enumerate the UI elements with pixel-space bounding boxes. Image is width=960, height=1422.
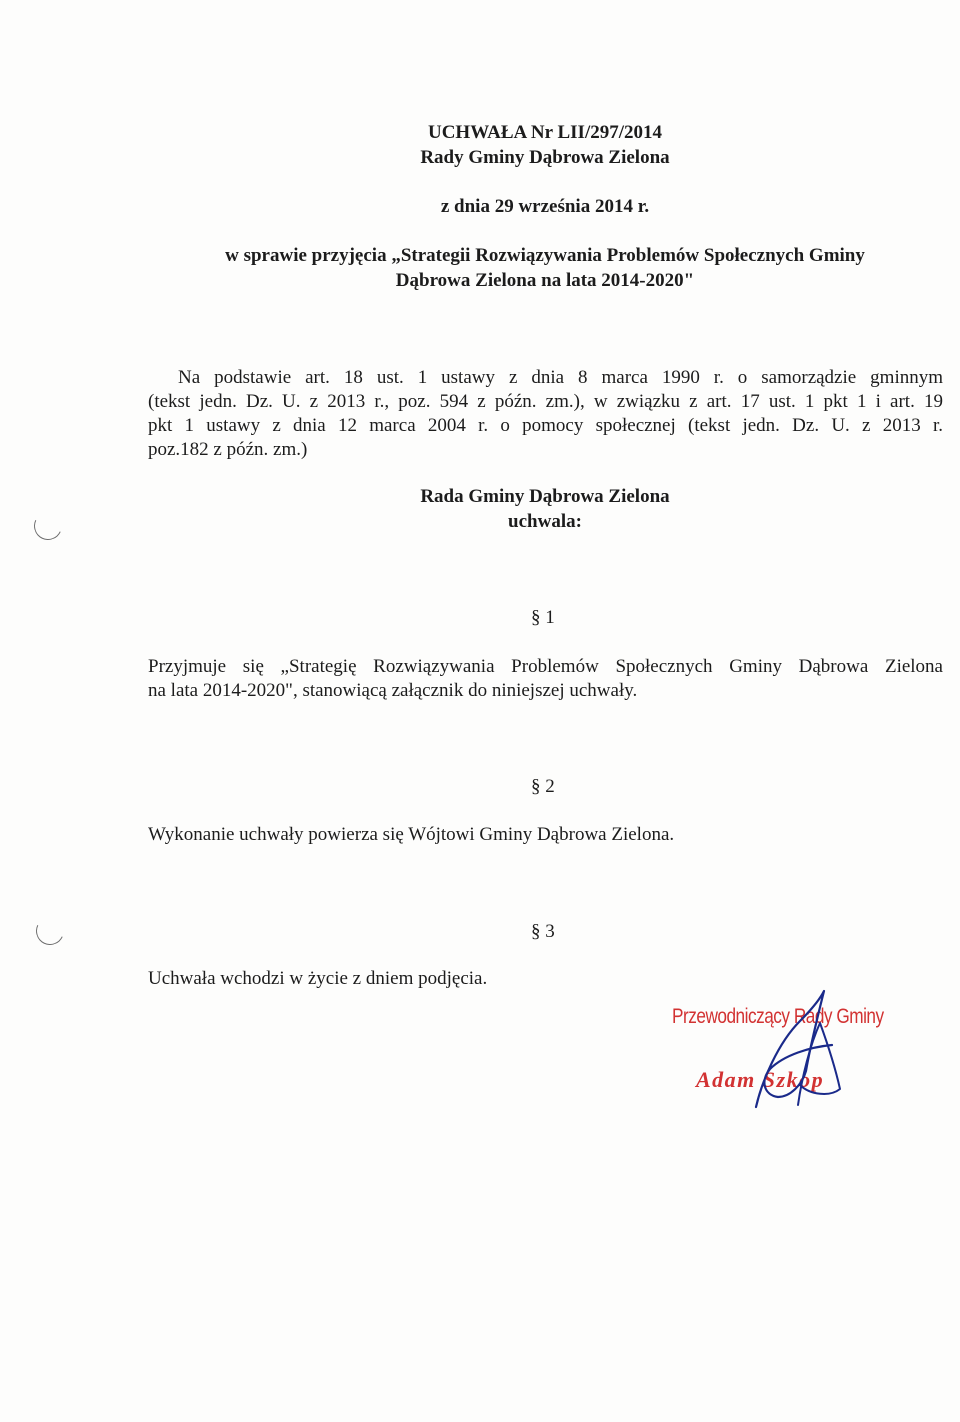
resolving-body: Rada Gminy Dąbrowa Zielona	[420, 486, 670, 507]
resolution-title: UCHWAŁA Nr LII/297/2014	[427, 122, 662, 143]
section-1-mark: § 1	[531, 607, 555, 628]
section-3-line-1: Uchwała wchodzi w życie z dniem podjęcia.	[148, 968, 488, 989]
chairman-stamp	[660, 985, 920, 1115]
resolution-date: z dnia 29 września 2014 r.	[440, 196, 650, 217]
resolution-subject-line-2: Dąbrowa Zielona na lata 2014-2020"	[395, 270, 695, 291]
legal-basis-line-1: Na podstawie art. 18 ust. 1 ustawy z dnia 8 marca 1990 r. o samorządzie gminnym	[178, 367, 943, 388]
legal-basis-paragraph	[148, 366, 943, 462]
section-2-mark: § 2	[531, 776, 555, 797]
section-1-text	[148, 655, 943, 703]
punch-hole-mark-bottom	[32, 913, 68, 949]
resolution-subject-line-1: w sprawie przyjęcia „Strategii Rozwiązywania Problemów Społecznych Gminy	[225, 245, 865, 266]
handwritten-signature	[660, 985, 920, 1115]
legal-basis-line-4: poz.182 z późn. zm.)	[148, 439, 308, 460]
section-2-text	[148, 823, 674, 847]
section-3-mark: § 3	[531, 921, 555, 942]
stamp-title: Przewodniczący Rady Gminy	[672, 1005, 884, 1028]
section-1-line-2: na lata 2014-2020", stanowiącą załącznik do niniejszej uchwały.	[148, 680, 638, 701]
section-1-line-1: Przyjmuje się „Strategię Rozwiązywania Problemów Społecznych Gminy Dąbrowa Zielona	[148, 656, 943, 677]
stamp-name: Adam Szkop	[696, 1067, 825, 1092]
resolving-verb: uchwala:	[508, 511, 582, 532]
section-2-line-1: Wykonanie uchwały powierza się Wójtowi Gminy Dąbrowa Zielona.	[148, 824, 675, 845]
legal-basis-line-2: (tekst jedn. Dz. U. z 2013 r., poz. 594 z późn. zm.), w związku z art. 17 ust. 1 pkt 1 i art. 19	[148, 391, 943, 412]
resolution-issuer: Rady Gminy Dąbrowa Zielona	[420, 147, 670, 168]
section-3-text	[148, 967, 487, 991]
legal-basis-line-3: pkt 1 ustawy z dnia 12 marca 2004 r. o pomocy społecznej (tekst jedn. Dz. U. z 2013 r.	[148, 415, 943, 436]
